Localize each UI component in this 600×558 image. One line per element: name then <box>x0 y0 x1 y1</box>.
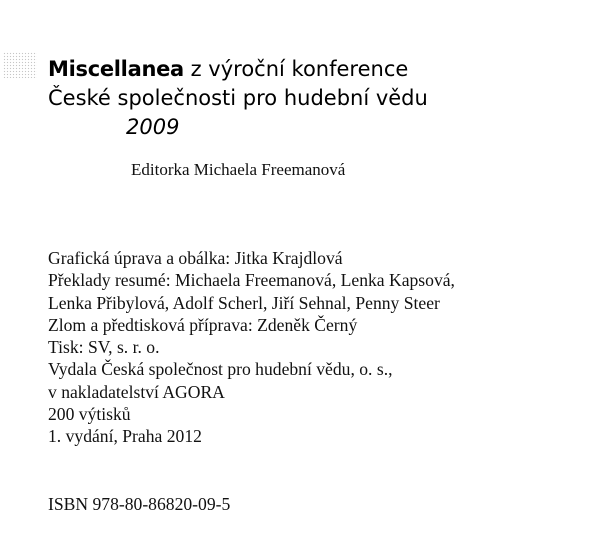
credit-line: Překlady resumé: Michaela Freemanová, Lenka Kapsová, <box>48 270 455 291</box>
title-line-1-rest: z výroční konference <box>183 57 409 81</box>
isbn-line: ISBN 978-80-86820-09-5 <box>48 494 231 514</box>
book-title <box>48 55 428 142</box>
credit-line: 200 výtisků <box>48 404 131 425</box>
editor-line: Editorka Michaela Freemanová <box>131 160 346 179</box>
credits-block <box>48 247 455 448</box>
credit-line: Grafická úprava a obálka: Jitka Krajdlová <box>48 248 343 268</box>
title-line-1 <box>48 55 428 84</box>
credit-line: Lenka Přibylová, Adolf Scherl, Jiří Sehnal, Penny Steer <box>48 292 440 313</box>
credit-line: Vydala Česká společnost pro hudební vědu, o. s., <box>48 359 393 380</box>
credit-line: Zlom a předtisková příprava: Zdeněk Černý <box>48 314 358 335</box>
credit-line: Tisk: SV, s. r. o. <box>48 337 160 358</box>
title-year: 2009 <box>126 115 180 139</box>
decorative-dot-pattern <box>3 52 37 78</box>
title-line-2: České společnosti pro hudební vědu <box>48 86 428 110</box>
title-bold-word: Miscellanea <box>48 57 184 81</box>
credit-line: 1. vydání, Praha 2012 <box>48 426 202 447</box>
credit-line: v nakladatelství AGORA <box>48 381 225 402</box>
